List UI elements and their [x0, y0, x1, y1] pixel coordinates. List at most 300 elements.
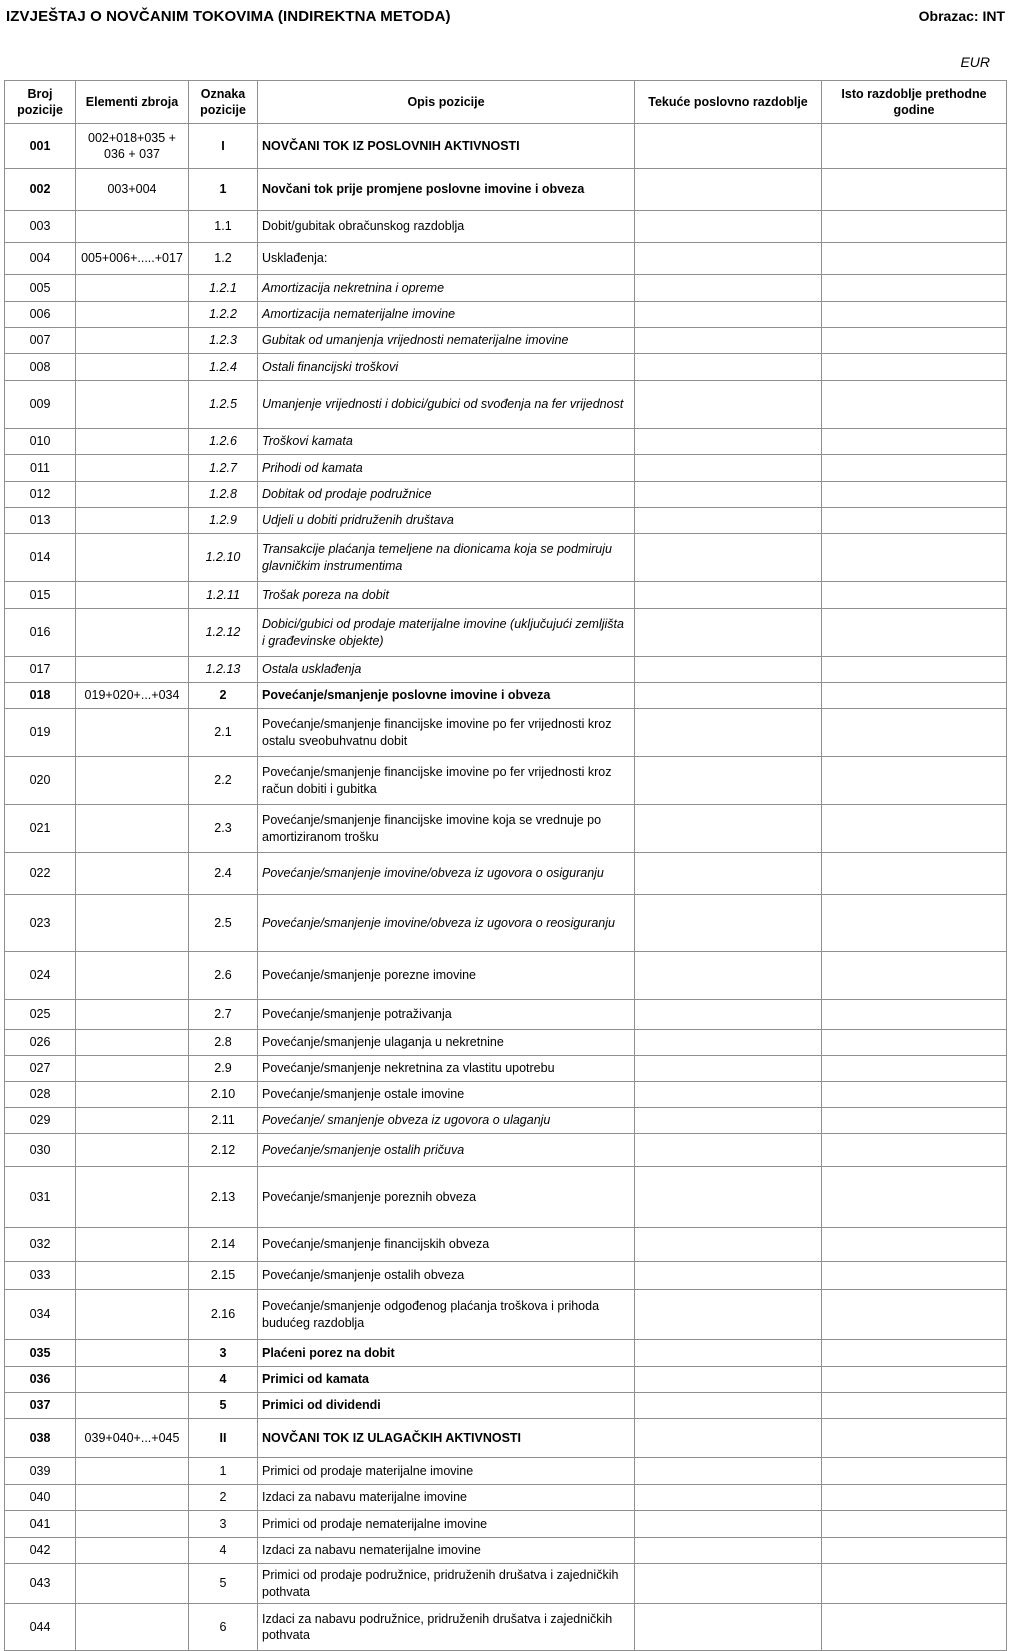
- previous-period-value-cell: [822, 805, 1007, 853]
- position-mark-cell: 1.2.11: [189, 582, 258, 609]
- sum-elements-cell: [76, 1604, 189, 1651]
- row-number-cell: 040: [5, 1485, 76, 1511]
- position-description-cell: Primici od prodaje podružnice, pridruženih drušatva i zajedničkih pothvata: [258, 1564, 635, 1604]
- position-description-cell: Udjeli u dobiti pridruženih društava: [258, 508, 635, 534]
- position-mark-cell: 1.2.8: [189, 482, 258, 508]
- previous-period-value-cell: [822, 1564, 1007, 1604]
- position-description-cell: Primici od dividendi: [258, 1393, 635, 1419]
- position-mark-cell: 2.12: [189, 1134, 258, 1167]
- position-description-cell: Ostali financijski troškovi: [258, 354, 635, 381]
- position-mark-cell: 4: [189, 1538, 258, 1564]
- current-period-value-cell: [635, 534, 822, 582]
- previous-period-value-cell: [822, 508, 1007, 534]
- row-number-cell: 014: [5, 534, 76, 582]
- position-mark-cell: 2.3: [189, 805, 258, 853]
- position-mark-cell: 2.9: [189, 1056, 258, 1082]
- previous-period-value-cell: [822, 1485, 1007, 1511]
- row-number-cell: 009: [5, 381, 76, 429]
- sum-elements-cell: 003+004: [76, 169, 189, 211]
- row-number-cell: 041: [5, 1511, 76, 1538]
- previous-period-value-cell: [822, 1082, 1007, 1108]
- position-mark-cell: 1: [189, 169, 258, 211]
- row-number-cell: 033: [5, 1262, 76, 1290]
- position-description-cell: Povećanje/smanjenje financijskih obveza: [258, 1228, 635, 1262]
- row-number-cell: 032: [5, 1228, 76, 1262]
- position-description-cell: Povećanje/smanjenje ostalih obveza: [258, 1262, 635, 1290]
- sum-elements-cell: [76, 1485, 189, 1511]
- row-number-cell: 004: [5, 243, 76, 275]
- previous-period-value-cell: [822, 683, 1007, 709]
- position-mark-cell: 1.2.10: [189, 534, 258, 582]
- sum-elements-cell: 039+040+...+045: [76, 1419, 189, 1458]
- table-row: [5, 805, 1007, 853]
- current-period-value-cell: [635, 1393, 822, 1419]
- table-row: [5, 124, 1007, 169]
- current-period-value-cell: [635, 1290, 822, 1340]
- table-row: [5, 1604, 1007, 1651]
- row-number-cell: 019: [5, 709, 76, 757]
- sum-elements-cell: [76, 1000, 189, 1030]
- current-period-value-cell: [635, 1167, 822, 1228]
- row-number-cell: 044: [5, 1604, 76, 1651]
- previous-period-value-cell: [822, 895, 1007, 952]
- position-mark-cell: 2.15: [189, 1262, 258, 1290]
- table-row: [5, 482, 1007, 508]
- previous-period-value-cell: [822, 1000, 1007, 1030]
- previous-period-value-cell: [822, 1538, 1007, 1564]
- row-number-cell: 038: [5, 1419, 76, 1458]
- sum-elements-cell: 019+020+...+034: [76, 683, 189, 709]
- current-period-value-cell: [635, 952, 822, 1000]
- table-row: [5, 1134, 1007, 1167]
- previous-period-value-cell: [822, 582, 1007, 609]
- current-period-value-cell: [635, 211, 822, 243]
- row-number-cell: 039: [5, 1458, 76, 1485]
- cash-flow-table: [4, 80, 1007, 1651]
- row-number-cell: 034: [5, 1290, 76, 1340]
- sum-elements-cell: [76, 1167, 189, 1228]
- current-period-value-cell: [635, 455, 822, 482]
- current-period-value-cell: [635, 275, 822, 302]
- table-row: [5, 1458, 1007, 1485]
- position-mark-cell: 2.6: [189, 952, 258, 1000]
- position-mark-cell: 2.13: [189, 1167, 258, 1228]
- previous-period-value-cell: [822, 482, 1007, 508]
- sum-elements-cell: [76, 1082, 189, 1108]
- table-row: [5, 657, 1007, 683]
- report-header: [0, 0, 1010, 25]
- row-number-cell: 025: [5, 1000, 76, 1030]
- current-period-value-cell: [635, 1564, 822, 1604]
- position-description-cell: Primici od prodaje nematerijalne imovine: [258, 1511, 635, 1538]
- position-mark-cell: 3: [189, 1511, 258, 1538]
- row-number-cell: 027: [5, 1056, 76, 1082]
- previous-period-value-cell: [822, 243, 1007, 275]
- column-header-oznaka-pozicije: Oznaka pozicije: [189, 81, 258, 124]
- sum-elements-cell: [76, 381, 189, 429]
- position-description-cell: Transakcije plaćanja temeljene na dionicama koja se podmiruju glavničkim instrumentima: [258, 534, 635, 582]
- row-number-cell: 031: [5, 1167, 76, 1228]
- sum-elements-cell: [76, 1538, 189, 1564]
- position-description-cell: Dobit/gubitak obračunskog razdoblja: [258, 211, 635, 243]
- sum-elements-cell: [76, 508, 189, 534]
- table-header-row: [5, 81, 1007, 124]
- table-row: [5, 1030, 1007, 1056]
- table-row: [5, 1340, 1007, 1367]
- sum-elements-cell: [76, 582, 189, 609]
- current-period-value-cell: [635, 1419, 822, 1458]
- column-header-isto-razdoblje: Isto razdoblje prethodne godine: [822, 81, 1007, 124]
- previous-period-value-cell: [822, 275, 1007, 302]
- sum-elements-cell: [76, 455, 189, 482]
- position-description-cell: Dobitak od prodaje podružnice: [258, 482, 635, 508]
- position-description-cell: Povećanje/smanjenje financijske imovine po fer vrijednosti kroz račun dobiti i gubitka: [258, 757, 635, 805]
- current-period-value-cell: [635, 1340, 822, 1367]
- position-description-cell: Prihodi od kamata: [258, 455, 635, 482]
- table-row: [5, 455, 1007, 482]
- table-row: [5, 609, 1007, 657]
- position-mark-cell: 6: [189, 1604, 258, 1651]
- position-mark-cell: 1.2.4: [189, 354, 258, 381]
- current-period-value-cell: [635, 482, 822, 508]
- current-period-value-cell: [635, 805, 822, 853]
- current-period-value-cell: [635, 1485, 822, 1511]
- table-row: [5, 1167, 1007, 1228]
- table-row: [5, 275, 1007, 302]
- current-period-value-cell: [635, 328, 822, 354]
- row-number-cell: 022: [5, 853, 76, 895]
- position-mark-cell: 1.2: [189, 243, 258, 275]
- position-description-cell: Primici od prodaje materijalne imovine: [258, 1458, 635, 1485]
- row-number-cell: 037: [5, 1393, 76, 1419]
- previous-period-value-cell: [822, 609, 1007, 657]
- sum-elements-cell: [76, 534, 189, 582]
- position-mark-cell: 1.2.6: [189, 429, 258, 455]
- position-mark-cell: 1.2.9: [189, 508, 258, 534]
- position-mark-cell: 1.2.2: [189, 302, 258, 328]
- form-code-label: Obrazac: INT: [918, 8, 1005, 24]
- previous-period-value-cell: [822, 381, 1007, 429]
- position-description-cell: Povećanje/smanjenje imovine/obveza iz ugovora o reosiguranju: [258, 895, 635, 952]
- table-row: [5, 895, 1007, 952]
- position-mark-cell: 1: [189, 1458, 258, 1485]
- position-description-cell: NOVČANI TOK IZ ULAGAČKIH AKTIVNOSTI: [258, 1419, 635, 1458]
- previous-period-value-cell: [822, 124, 1007, 169]
- row-number-cell: 015: [5, 582, 76, 609]
- position-mark-cell: 2.2: [189, 757, 258, 805]
- table-row: [5, 381, 1007, 429]
- position-description-cell: Povećanje/ smanjenje obveza iz ugovora o ulaganju: [258, 1108, 635, 1134]
- position-description-cell: Gubitak od umanjenja vrijednosti nematerijalne imovine: [258, 328, 635, 354]
- row-number-cell: 003: [5, 211, 76, 243]
- sum-elements-cell: [76, 1511, 189, 1538]
- row-number-cell: 001: [5, 124, 76, 169]
- row-number-cell: 043: [5, 1564, 76, 1604]
- sum-elements-cell: [76, 328, 189, 354]
- position-mark-cell: 1.2.7: [189, 455, 258, 482]
- current-period-value-cell: [635, 1030, 822, 1056]
- row-number-cell: 030: [5, 1134, 76, 1167]
- table-row: [5, 354, 1007, 381]
- sum-elements-cell: [76, 1108, 189, 1134]
- position-description-cell: NOVČANI TOK IZ POSLOVNIH AKTIVNOSTI: [258, 124, 635, 169]
- previous-period-value-cell: [822, 1340, 1007, 1367]
- current-period-value-cell: [635, 1000, 822, 1030]
- sum-elements-cell: [76, 805, 189, 853]
- previous-period-value-cell: [822, 757, 1007, 805]
- current-period-value-cell: [635, 354, 822, 381]
- current-period-value-cell: [635, 1511, 822, 1538]
- sum-elements-cell: [76, 1134, 189, 1167]
- column-header-opis-pozicije: Opis pozicije: [258, 81, 635, 124]
- position-mark-cell: 2.14: [189, 1228, 258, 1262]
- sum-elements-cell: [76, 1340, 189, 1367]
- position-mark-cell: 4: [189, 1367, 258, 1393]
- previous-period-value-cell: [822, 429, 1007, 455]
- previous-period-value-cell: [822, 1134, 1007, 1167]
- previous-period-value-cell: [822, 1419, 1007, 1458]
- sum-elements-cell: [76, 853, 189, 895]
- current-period-value-cell: [635, 1134, 822, 1167]
- position-description-cell: Primici od kamata: [258, 1367, 635, 1393]
- table-row: [5, 211, 1007, 243]
- previous-period-value-cell: [822, 534, 1007, 582]
- current-period-value-cell: [635, 1458, 822, 1485]
- current-period-value-cell: [635, 657, 822, 683]
- sum-elements-cell: [76, 1393, 189, 1419]
- position-mark-cell: 1.1: [189, 211, 258, 243]
- sum-elements-cell: [76, 895, 189, 952]
- column-header-broj-pozicije: Broj pozicije: [5, 81, 76, 124]
- current-period-value-cell: [635, 709, 822, 757]
- position-mark-cell: 2.1: [189, 709, 258, 757]
- table-row: [5, 1228, 1007, 1262]
- position-description-cell: Amortizacija nematerijalne imovine: [258, 302, 635, 328]
- row-number-cell: 006: [5, 302, 76, 328]
- table-row: [5, 1564, 1007, 1604]
- position-description-cell: Povećanje/smanjenje ostale imovine: [258, 1082, 635, 1108]
- position-description-cell: Povećanje/smanjenje poslovne imovine i obveza: [258, 683, 635, 709]
- previous-period-value-cell: [822, 302, 1007, 328]
- previous-period-value-cell: [822, 1393, 1007, 1419]
- table-row: [5, 429, 1007, 455]
- position-description-cell: Povećanje/smanjenje financijske imovine po fer vrijednosti kroz ostalu sveobuhvatnu dobit: [258, 709, 635, 757]
- table-row: [5, 853, 1007, 895]
- previous-period-value-cell: [822, 1262, 1007, 1290]
- previous-period-value-cell: [822, 1167, 1007, 1228]
- previous-period-value-cell: [822, 328, 1007, 354]
- position-description-cell: Povećanje/smanjenje odgođenog plaćanja troškova i prihoda budućeg razdoblja: [258, 1290, 635, 1340]
- position-description-cell: Trošak poreza na dobit: [258, 582, 635, 609]
- current-period-value-cell: [635, 1228, 822, 1262]
- current-period-value-cell: [635, 757, 822, 805]
- position-mark-cell: 2: [189, 1485, 258, 1511]
- page-title: IZVJEŠTAJ O NOVČANIM TOKOVIMA (INDIREKTNA METODA): [6, 8, 451, 25]
- current-period-value-cell: [635, 582, 822, 609]
- row-number-cell: 042: [5, 1538, 76, 1564]
- current-period-value-cell: [635, 683, 822, 709]
- current-period-value-cell: [635, 508, 822, 534]
- table-row: [5, 169, 1007, 211]
- current-period-value-cell: [635, 1538, 822, 1564]
- current-period-value-cell: [635, 429, 822, 455]
- previous-period-value-cell: [822, 1511, 1007, 1538]
- table-row: [5, 1485, 1007, 1511]
- table-row: [5, 1290, 1007, 1340]
- table-row: [5, 709, 1007, 757]
- previous-period-value-cell: [822, 169, 1007, 211]
- table-row: [5, 1082, 1007, 1108]
- position-description-cell: Izdaci za nabavu podružnice, pridruženih drušatva i zajedničkih pothvata: [258, 1604, 635, 1651]
- position-description-cell: Povećanje/smanjenje ulaganja u nekretnine: [258, 1030, 635, 1056]
- position-mark-cell: 2: [189, 683, 258, 709]
- row-number-cell: 020: [5, 757, 76, 805]
- row-number-cell: 013: [5, 508, 76, 534]
- position-description-cell: Povećanje/smanjenje poreznih obveza: [258, 1167, 635, 1228]
- sum-elements-cell: 002+018+035 + 036 + 037: [76, 124, 189, 169]
- currency-label: EUR: [960, 54, 990, 70]
- row-number-cell: 008: [5, 354, 76, 381]
- position-description-cell: Povećanje/smanjenje imovine/obveza iz ugovora o osiguranju: [258, 853, 635, 895]
- current-period-value-cell: [635, 302, 822, 328]
- sum-elements-cell: [76, 657, 189, 683]
- row-number-cell: 011: [5, 455, 76, 482]
- position-mark-cell: 2.16: [189, 1290, 258, 1340]
- current-period-value-cell: [635, 1604, 822, 1651]
- current-period-value-cell: [635, 169, 822, 211]
- position-description-cell: Izdaci za nabavu materijalne imovine: [258, 1485, 635, 1511]
- previous-period-value-cell: [822, 853, 1007, 895]
- current-period-value-cell: [635, 124, 822, 169]
- row-number-cell: 005: [5, 275, 76, 302]
- previous-period-value-cell: [822, 1108, 1007, 1134]
- position-description-cell: Novčani tok prije promjene poslovne imovine i obveza: [258, 169, 635, 211]
- position-mark-cell: 2.4: [189, 853, 258, 895]
- table-row: [5, 1419, 1007, 1458]
- row-number-cell: 029: [5, 1108, 76, 1134]
- position-mark-cell: 2.7: [189, 1000, 258, 1030]
- position-description-cell: Amortizacija nekretnina i opreme: [258, 275, 635, 302]
- row-number-cell: 036: [5, 1367, 76, 1393]
- current-period-value-cell: [635, 381, 822, 429]
- current-period-value-cell: [635, 895, 822, 952]
- sum-elements-cell: [76, 609, 189, 657]
- row-number-cell: 018: [5, 683, 76, 709]
- previous-period-value-cell: [822, 952, 1007, 1000]
- sum-elements-cell: [76, 482, 189, 508]
- position-mark-cell: 2.11: [189, 1108, 258, 1134]
- position-description-cell: Povećanje/smanjenje porezne imovine: [258, 952, 635, 1000]
- previous-period-value-cell: [822, 1030, 1007, 1056]
- column-header-tekuce-razdoblje: Tekuće poslovno razdoblje: [635, 81, 822, 124]
- previous-period-value-cell: [822, 1458, 1007, 1485]
- sum-elements-cell: [76, 1262, 189, 1290]
- row-number-cell: 016: [5, 609, 76, 657]
- current-period-value-cell: [635, 1056, 822, 1082]
- position-description-cell: Troškovi kamata: [258, 429, 635, 455]
- table-row: [5, 1108, 1007, 1134]
- position-mark-cell: II: [189, 1419, 258, 1458]
- position-mark-cell: 2.8: [189, 1030, 258, 1056]
- current-period-value-cell: [635, 1367, 822, 1393]
- previous-period-value-cell: [822, 455, 1007, 482]
- previous-period-value-cell: [822, 1056, 1007, 1082]
- position-mark-cell: 5: [189, 1393, 258, 1419]
- row-number-cell: 026: [5, 1030, 76, 1056]
- row-number-cell: 024: [5, 952, 76, 1000]
- row-number-cell: 017: [5, 657, 76, 683]
- current-period-value-cell: [635, 1082, 822, 1108]
- table-row: [5, 534, 1007, 582]
- sum-elements-cell: [76, 1564, 189, 1604]
- previous-period-value-cell: [822, 709, 1007, 757]
- sum-elements-cell: [76, 1056, 189, 1082]
- table-row: [5, 1367, 1007, 1393]
- sum-elements-cell: [76, 1228, 189, 1262]
- sum-elements-cell: [76, 757, 189, 805]
- row-number-cell: 035: [5, 1340, 76, 1367]
- previous-period-value-cell: [822, 1367, 1007, 1393]
- table-row: [5, 508, 1007, 534]
- previous-period-value-cell: [822, 1228, 1007, 1262]
- position-description-cell: Dobici/gubici od prodaje materijalne imovine (uključujući zemljišta i građevinske objekte): [258, 609, 635, 657]
- position-description-cell: Povećanje/smanjenje potraživanja: [258, 1000, 635, 1030]
- table-row: [5, 952, 1007, 1000]
- table-row: [5, 302, 1007, 328]
- table-row: [5, 1000, 1007, 1030]
- sum-elements-cell: [76, 952, 189, 1000]
- sum-elements-cell: [76, 302, 189, 328]
- previous-period-value-cell: [822, 211, 1007, 243]
- position-description-cell: Umanjenje vrijednosti i dobici/gubici od svođenja na fer vrijednost: [258, 381, 635, 429]
- sum-elements-cell: 005+006+.....+017: [76, 243, 189, 275]
- table-row: [5, 243, 1007, 275]
- sum-elements-cell: [76, 1030, 189, 1056]
- table-row: [5, 1056, 1007, 1082]
- position-mark-cell: 5: [189, 1564, 258, 1604]
- position-description-cell: Povećanje/smanjenje ostalih pričuva: [258, 1134, 635, 1167]
- table-row: [5, 683, 1007, 709]
- previous-period-value-cell: [822, 657, 1007, 683]
- table-row: [5, 1262, 1007, 1290]
- position-mark-cell: 1.2.12: [189, 609, 258, 657]
- position-description-cell: Povećanje/smanjenje financijske imovine koja se vrednuje po amortiziranom trošku: [258, 805, 635, 853]
- sum-elements-cell: [76, 709, 189, 757]
- previous-period-value-cell: [822, 1290, 1007, 1340]
- sum-elements-cell: [76, 1367, 189, 1393]
- current-period-value-cell: [635, 243, 822, 275]
- position-description-cell: Usklađenja:: [258, 243, 635, 275]
- current-period-value-cell: [635, 1108, 822, 1134]
- position-description-cell: Plaćeni porez na dobit: [258, 1340, 635, 1367]
- position-description-cell: Ostala usklađenja: [258, 657, 635, 683]
- current-period-value-cell: [635, 853, 822, 895]
- position-mark-cell: 2.10: [189, 1082, 258, 1108]
- sum-elements-cell: [76, 1290, 189, 1340]
- position-mark-cell: 1.2.13: [189, 657, 258, 683]
- sum-elements-cell: [76, 211, 189, 243]
- position-description-cell: Povećanje/smanjenje nekretnina za vlastitu upotrebu: [258, 1056, 635, 1082]
- table-row: [5, 757, 1007, 805]
- row-number-cell: 023: [5, 895, 76, 952]
- table-row: [5, 582, 1007, 609]
- position-description-cell: Izdaci za nabavu nematerijalne imovine: [258, 1538, 635, 1564]
- column-header-elementi-zbroja: Elementi zbroja: [76, 81, 189, 124]
- row-number-cell: 028: [5, 1082, 76, 1108]
- sum-elements-cell: [76, 354, 189, 381]
- position-mark-cell: 1.2.1: [189, 275, 258, 302]
- previous-period-value-cell: [822, 1604, 1007, 1651]
